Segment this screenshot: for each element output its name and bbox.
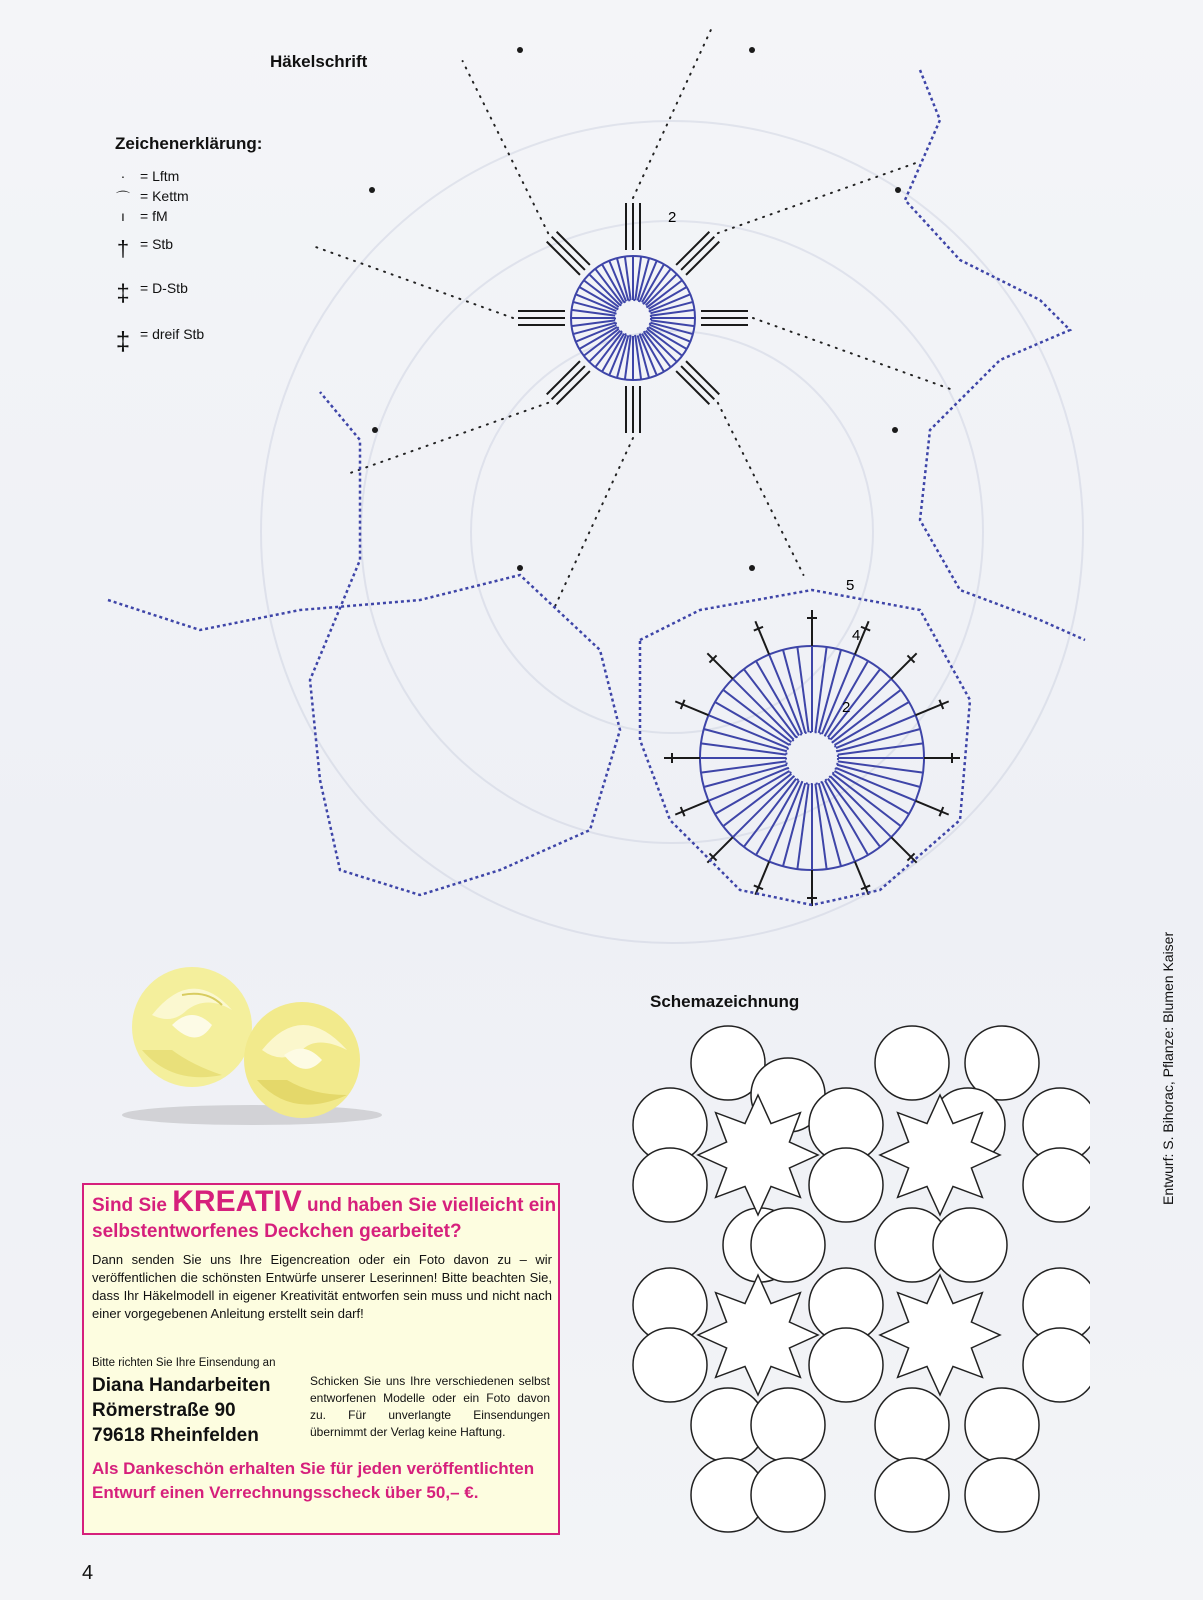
chain-line [313, 246, 513, 318]
chain-line [463, 61, 549, 233]
schema-motif-star [698, 1095, 818, 1215]
stitch-mark [819, 650, 841, 733]
legend-label: = Stb [140, 236, 174, 252]
stitch-mark [686, 361, 719, 394]
stitch-mark [547, 361, 580, 394]
legend-label: = D-Stb [140, 280, 188, 296]
schema-motif-circle [751, 1208, 825, 1282]
arrow-head [517, 47, 523, 53]
submission-callout [82, 1183, 560, 1535]
address-line: Römerstraße 90 [92, 1400, 236, 1421]
stitch-mark [815, 647, 826, 732]
stitch-mark [701, 761, 786, 772]
schema-motif-star [880, 1275, 1000, 1395]
arrow-head [517, 565, 523, 571]
stitch-mark [557, 232, 590, 265]
edge-zigzag-right [905, 70, 1085, 640]
postal-address [92, 1373, 270, 1448]
schema-motif-circle [965, 1458, 1039, 1532]
schema-motif-circle [965, 1388, 1039, 1462]
schema-motif-circle [751, 1388, 825, 1462]
stitch-mark [707, 653, 732, 678]
triple-treble-symbol: ‡ [115, 326, 131, 356]
stitch-mark [837, 729, 920, 751]
stitch-mark [838, 761, 923, 772]
arrow-head [895, 187, 901, 193]
stitch-mark [552, 366, 585, 399]
rose-left [132, 967, 252, 1087]
chain-line [753, 318, 953, 390]
stitch-mark [701, 743, 786, 754]
stitch-mark [837, 765, 920, 787]
chain-line [633, 27, 712, 198]
stitch-mark [891, 837, 916, 862]
schema-motif-circle [751, 1458, 825, 1532]
schema-motif-star [880, 1095, 1000, 1215]
heading-text: und haben Sie vielleicht ein selbstentworfenes Deckchen gearbeitet? [92, 1195, 557, 1242]
callout-body: Dann senden Sie uns Ihre Eigencreation oder ein Foto davon zu – wir veröffentlichen die schönsten Entwürfe unserer Leserinnen! Bitte beachten Sie, dass Ihr Häkelmodell in eigener Kreativität entworfen sein muss und nicht nach einer vorgegebenen Anleitung erstellt sein darf! [92, 1252, 552, 1321]
stitch-mark [838, 743, 923, 754]
schema-motif-circle [809, 1148, 883, 1222]
double-crochet-symbol: † [116, 236, 130, 261]
address-line: Diana Handarbeiten [92, 1375, 271, 1396]
stitch-mark [686, 242, 719, 275]
arrow-head [749, 47, 755, 53]
page-title: Häkelschrift [270, 52, 368, 71]
legend-label: = Lftm [140, 168, 180, 184]
address-intro: Bitte richten Sie Ihre Einsendung an [92, 1357, 276, 1369]
stitch-mark [819, 783, 841, 866]
schema-motif-circle [875, 1388, 949, 1462]
chain-line [718, 403, 804, 575]
stitch-mark [783, 650, 805, 733]
legend-label: = dreif Stb [140, 326, 205, 342]
address-line: 79618 Rheinfelden [92, 1425, 259, 1446]
heading-text: Sind Sie [92, 1195, 173, 1216]
schema-motif-circle [1023, 1328, 1090, 1402]
round-label: 4 [852, 627, 861, 644]
schema-motif-star [698, 1275, 818, 1395]
slip-stitch-symbol: ⌒ [116, 190, 130, 206]
arrow-head [892, 427, 898, 433]
round-label: 5 [846, 577, 855, 594]
schema-motif-circle [933, 1208, 1007, 1282]
stitch-mark [783, 783, 805, 866]
liability-note: Schicken Sie uns Ihre verschiedenen selbst entworfenen Modelle oder ein Foto davon zu. Für unverlangte Einsendungen übernimmt der Verlag keine Haftung. [310, 1374, 550, 1439]
stitch-mark [707, 837, 732, 862]
round-label: 2 [842, 699, 851, 716]
stitch-mark [704, 765, 787, 787]
stitch-mark [704, 729, 787, 751]
legend-title: Zeichenerklärung: [115, 134, 263, 153]
chain-line [554, 438, 633, 609]
schema-motif-circle [875, 1458, 949, 1532]
stitch-mark [676, 232, 709, 265]
edge-zigzag-motif [640, 590, 970, 905]
schema-motif-circle [809, 1328, 883, 1402]
stitch-mark [676, 371, 709, 404]
reward-note: Als Dankeschön erhalten Sie für jeden veröffentlichten Entwurf einen Verrechnungsscheck über 50,– €. [92, 1459, 535, 1502]
single-crochet-symbol: ı [121, 208, 125, 224]
stitch-mark [681, 366, 714, 399]
chain-line [718, 163, 916, 233]
schema-motif-circle [633, 1148, 707, 1222]
stitch-mark [891, 653, 916, 678]
rose-right [244, 1002, 360, 1118]
legend-label: = Kettm [140, 188, 189, 204]
treble-crochet-symbol: ‡ [116, 280, 130, 307]
stitch-mark [797, 784, 808, 869]
design-credit: Entwurf: S. Bihorac, Pflanze: Blumen Kaiser [1160, 931, 1176, 1205]
stitch-mark [552, 237, 585, 270]
stitch-mark [681, 237, 714, 270]
center-ring [615, 300, 651, 336]
callout-heading [92, 1185, 557, 1245]
chain-stitch-symbol: · [120, 168, 126, 184]
stitch-mark [557, 371, 590, 404]
arrow-head [372, 427, 378, 433]
heading-emphasis: KREATIV [172, 1185, 302, 1218]
schema-motif-circle [633, 1328, 707, 1402]
page-number: 4 [82, 1562, 94, 1584]
round-label: 2 [668, 209, 677, 226]
edge-zigzag-left [108, 392, 620, 895]
chain-line [350, 403, 548, 473]
schema-motif-circle [875, 1026, 949, 1100]
rose-photo [112, 955, 392, 1130]
legend-label: = fM [140, 208, 168, 224]
center-ring [786, 732, 838, 784]
stitch-mark [547, 242, 580, 275]
schema-motif-circle [1023, 1148, 1090, 1222]
layout-schematic [630, 1025, 1090, 1550]
arrow-head [749, 565, 755, 571]
arrow-head [369, 187, 375, 193]
stitch-mark [815, 784, 826, 869]
schema-title: Schemazeichnung [650, 992, 800, 1011]
stitch-mark [797, 647, 808, 732]
